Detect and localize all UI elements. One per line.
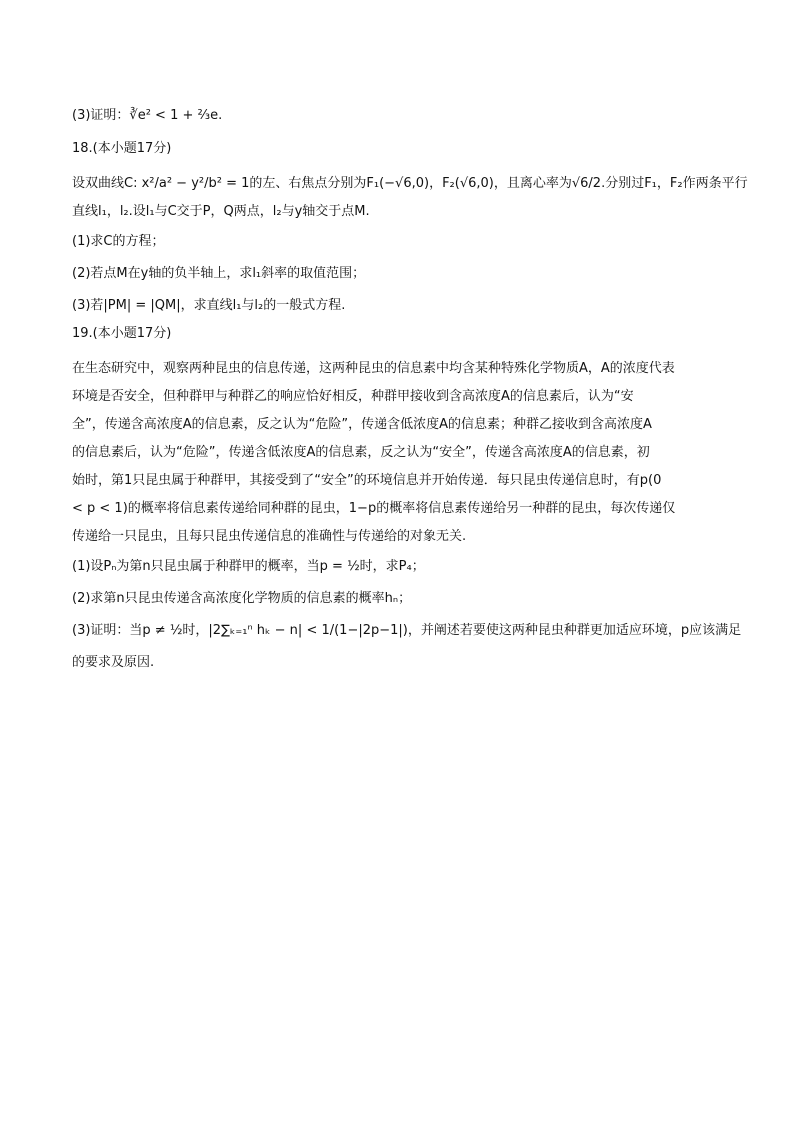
q19-part-1: (1)设Pₙ为第n只昆虫属于种群甲的概率，当p = ½时，求P₄； [72, 559, 425, 574]
q18-part-3: (3)若|PM| = |QM|，求直线l₁与l₂的一般式方程. [72, 298, 346, 313]
q19-parts [72, 551, 742, 679]
q18-part-1: (1)求C的方程； [72, 234, 165, 249]
q19-part-2: (2)求第n只昆虫传递含高浓度化学物质的信息素的概率hₙ； [72, 591, 412, 606]
q19-stem-line-4: 的信息素后，认为“危险”，传递含低浓度A的信息素，反之认为“安全”，传递含高浓度A的信息素，初 [72, 445, 650, 460]
q19-stem-line-2: 环境是否安全，但种群甲与种群乙的响应恰好相反，种群甲接收到含高浓度A的信息素后，认为“安 [72, 389, 634, 404]
q18-stem-line-1: 设双曲线C: x²/a² − y²/b² = 1的左、右焦点分别为F₁(−√6,0)，F₂(√6,0)，且离心率为√6/2.分别过F₁，F₂作两条平行 [72, 176, 748, 191]
q19-part-3-line-2: 的要求及原因. [72, 655, 155, 670]
q19-header: 19.(本小题17分) [72, 326, 172, 341]
q18-stem [72, 170, 748, 226]
q19-stem-line-6: < p < 1)的概率将信息素传递给同种群的昆虫，1−p的概率将信息素传递给另一种群的昆虫，每次传递仅 [72, 501, 676, 516]
q19-stem-line-1: 在生态研究中，观察两种昆虫的信息传递，这两种昆虫的信息素中均含某种特殊化学物质A，A的浓度代表 [72, 361, 675, 376]
document-content [72, 104, 748, 679]
q19-stem [72, 355, 724, 551]
q17-part3: (3)证明：∛e² < 1 + ⅔e. [72, 108, 223, 123]
q19-stem-line-5: 始时，第1只昆虫属于种群甲，其接受到了“安全”的环境信息并开始传递．每只昆虫传递信息时，有p(0 [72, 473, 662, 488]
q18-stem-line-2: 直线l₁，l₂.设l₁与C交于P，Q两点，l₂与y轴交于点M. [72, 204, 370, 219]
q19-stem-line-7: 传递给一只昆虫，且每只昆虫传递信息的准确性与传递给的对象无关. [72, 529, 467, 544]
q19-stem-line-3: 全”，传递含高浓度A的信息素，反之认为“危险”，传递含低浓度A的信息素；种群乙接收到含高浓度A [72, 417, 652, 432]
q19-part-3-line-1: (3)证明：当p ≠ ½时，|2∑ₖ₌₁ⁿ hₖ − n| < 1/(1−|2p−1|)，并阐述若要使这两种昆虫种群更加适应环境，p应该满足 [72, 623, 742, 638]
q18-parts [72, 226, 724, 322]
q18-header: 18.(本小题17分) [72, 141, 172, 156]
q18-part-2: (2)若点M在y轴的负半轴上，求l₁斜率的取值范围； [72, 266, 366, 281]
